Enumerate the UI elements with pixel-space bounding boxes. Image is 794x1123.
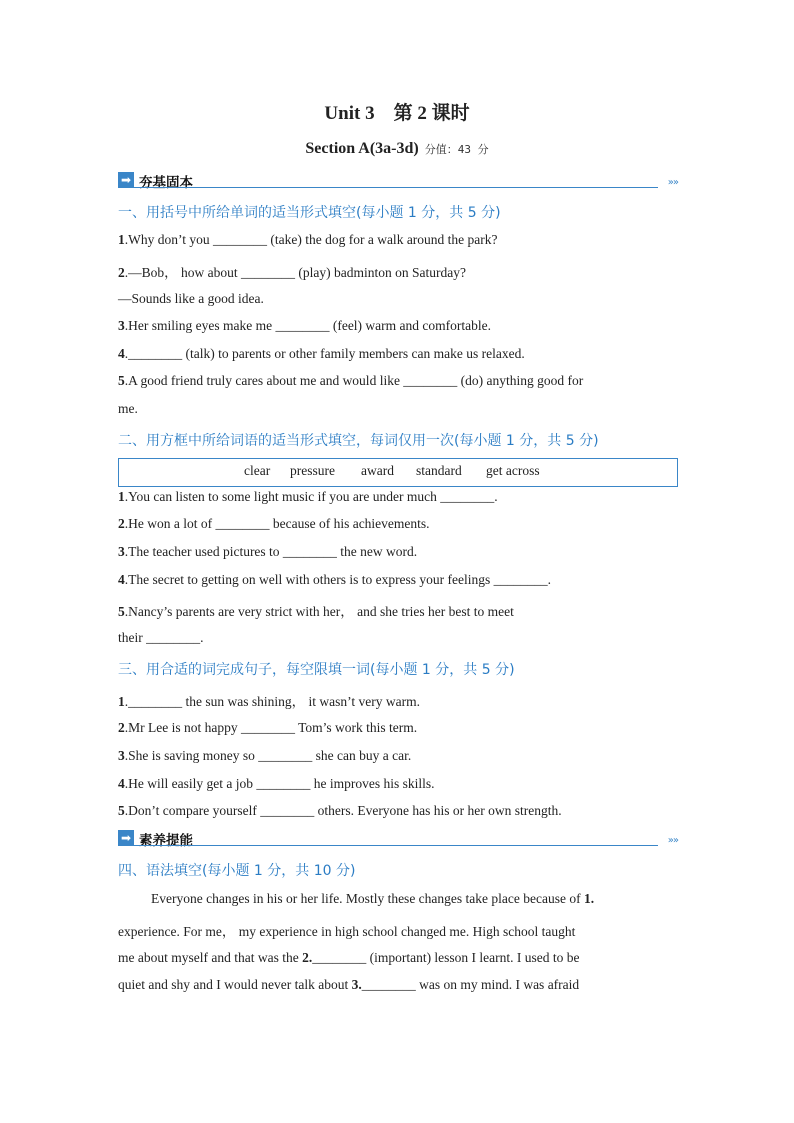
- part3-q3: 3.She is saving money so ________ she can buy a car.: [118, 748, 412, 763]
- part1-q1: 1.Why don’t you ________ (take) the dog for a walk around the park?: [118, 232, 498, 247]
- score-label: 分值：43 分: [424, 143, 489, 156]
- double-chevron-icon: »»: [667, 177, 678, 188]
- page-subtitle: [0, 140, 794, 158]
- blank-number: 1.: [583, 891, 595, 906]
- word-item: pressure: [290, 463, 335, 478]
- part3-q1: 1.________ the sun was shining， it wasn’t very warm.: [118, 694, 420, 709]
- question-text: Nancy’s parents are very strict with her， and she tries her best to meet: [128, 604, 514, 619]
- part4-line4: [118, 977, 579, 993]
- question-number: 2: [118, 516, 125, 531]
- passage-text: Everyone changes in his or her life. Mostly these changes take place because of: [151, 891, 581, 906]
- part4-heading: 四、语法填空(每小题 1 分，共 10 分): [118, 863, 356, 879]
- part4-line2: experience. For me， my experience in high school changed me. High school taught: [118, 924, 576, 939]
- question-number: 5: [118, 373, 125, 388]
- question-number: 2: [118, 265, 125, 280]
- question-number: 4: [118, 776, 125, 791]
- question-text: —Bob， how about ________ (play) badminton on Saturday?: [128, 265, 466, 280]
- question-text: He won a lot of ________ because of his achievements.: [128, 516, 430, 531]
- part1-q2-reply: —Sounds like a good idea.: [118, 291, 264, 306]
- question-number: 3: [118, 318, 125, 333]
- part3-heading: 三、用合适的词完成句子，每空限填一词(每小题 1 分，共 5 分): [118, 662, 515, 678]
- question-text: You can listen to some light music if you are under much ________.: [128, 489, 498, 504]
- word-item: clear: [244, 463, 271, 478]
- part4-line3: [118, 950, 580, 966]
- part2-q5: 5.Nancy’s parents are very strict with her， and she tries her best to meet: [118, 604, 514, 619]
- question-number: 3: [118, 544, 125, 559]
- passage-text: me about myself and that was the: [118, 950, 299, 965]
- banner-rule: [118, 187, 658, 188]
- part2-q5-cont: their ________.: [118, 630, 204, 645]
- question-number: 4: [118, 346, 125, 361]
- question-text: Mr Lee is not happy ________ Tom’s work this term.: [128, 720, 418, 735]
- part3-q4: 4.He will easily get a job ________ he improves his skills.: [118, 776, 435, 791]
- part1-q5: 5.A good friend truly cares about me and would like ________ (do) anything good for: [118, 373, 584, 388]
- part1-q2: 2.—Bob， how about ________ (play) badminton on Saturday?: [118, 265, 466, 280]
- question-text: ________ (talk) to parents or other family members can make us relaxed.: [128, 346, 525, 361]
- passage-text: ________ was on my mind. I was afraid: [361, 977, 580, 992]
- blank-number: 2.: [302, 950, 313, 965]
- question-number: 5: [118, 803, 125, 818]
- page-title: Unit 3 第 2 课时: [324, 103, 470, 124]
- question-number: 2: [118, 720, 125, 735]
- question-number: 4: [118, 572, 125, 587]
- part1-q4: 4.________ (talk) to parents or other family members can make us relaxed.: [118, 346, 525, 361]
- banner-label: 素养提能: [139, 833, 193, 849]
- question-number: 5: [118, 604, 125, 619]
- part2-q4: 4.The secret to getting on well with others is to express your feelings ________.: [118, 572, 552, 587]
- question-text: Why don’t you ________ (take) the dog for a walk around the park?: [128, 232, 498, 247]
- arrow-badge-icon: ➡: [118, 172, 134, 188]
- question-number: 3: [118, 748, 125, 763]
- part2-q2: 2.He won a lot of ________ because of his achievements.: [118, 516, 430, 531]
- arrow-badge-icon: ➡: [118, 830, 134, 846]
- banner-rule: [118, 845, 658, 846]
- blank-number: 3.: [351, 977, 362, 992]
- part3-q2: 2.Mr Lee is not happy ________ Tom’s work this term.: [118, 720, 418, 735]
- part1-q3: 3.Her smiling eyes make me ________ (feel) warm and comfortable.: [118, 318, 492, 333]
- part2-q1: 1.You can listen to some light music if you are under much ________.: [118, 489, 498, 504]
- question-text: She is saving money so ________ she can buy a car.: [128, 748, 412, 763]
- part1-q5-cont: me.: [118, 401, 138, 416]
- part1-heading: 一、用括号中所给单词的适当形式填空(每小题 1 分，共 5 分): [118, 205, 501, 221]
- question-text: A good friend truly cares about me and would like ________ (do) anything good for: [128, 373, 584, 388]
- passage-text: quiet and shy and I would never talk about: [118, 977, 349, 992]
- part2-q3: 3.The teacher used pictures to ________ the new word.: [118, 544, 418, 559]
- word-item: standard: [416, 463, 462, 478]
- word-item: award: [361, 463, 394, 478]
- passage-text: ________ (important) lesson I learnt. I used to be: [312, 950, 580, 965]
- question-text: The teacher used pictures to ________ the new word.: [128, 544, 418, 559]
- part4-line1: [151, 891, 594, 907]
- section-label: Section A(3a-3d): [305, 140, 419, 157]
- question-text: Her smiling eyes make me ________ (feel) warm and comfortable.: [128, 318, 492, 333]
- banner-label: 夯基固本: [139, 175, 193, 191]
- question-number: 1: [118, 694, 125, 709]
- question-text: The secret to getting on well with others is to express your feelings ________.: [128, 572, 552, 587]
- part2-heading: 二、用方框中所给词语的适当形式填空，每词仅用一次(每小题 1 分，共 5 分): [118, 433, 599, 449]
- double-chevron-icon: »»: [667, 835, 678, 846]
- question-text: He will easily get a job ________ he improves his skills.: [128, 776, 435, 791]
- word-box: [118, 458, 678, 487]
- question-number: 1: [118, 489, 125, 504]
- word-item: get across: [486, 463, 540, 478]
- question-number: 1: [118, 232, 125, 247]
- question-text: ________ the sun was shining， it wasn’t very warm.: [128, 694, 420, 709]
- banner-advanced: [118, 829, 678, 847]
- question-text: Don’t compare yourself ________ others. Everyone has his or her own strength.: [128, 803, 562, 818]
- part3-q5: 5.Don’t compare yourself ________ others. Everyone has his or her own strength.: [118, 803, 562, 818]
- banner-basic: [118, 171, 678, 189]
